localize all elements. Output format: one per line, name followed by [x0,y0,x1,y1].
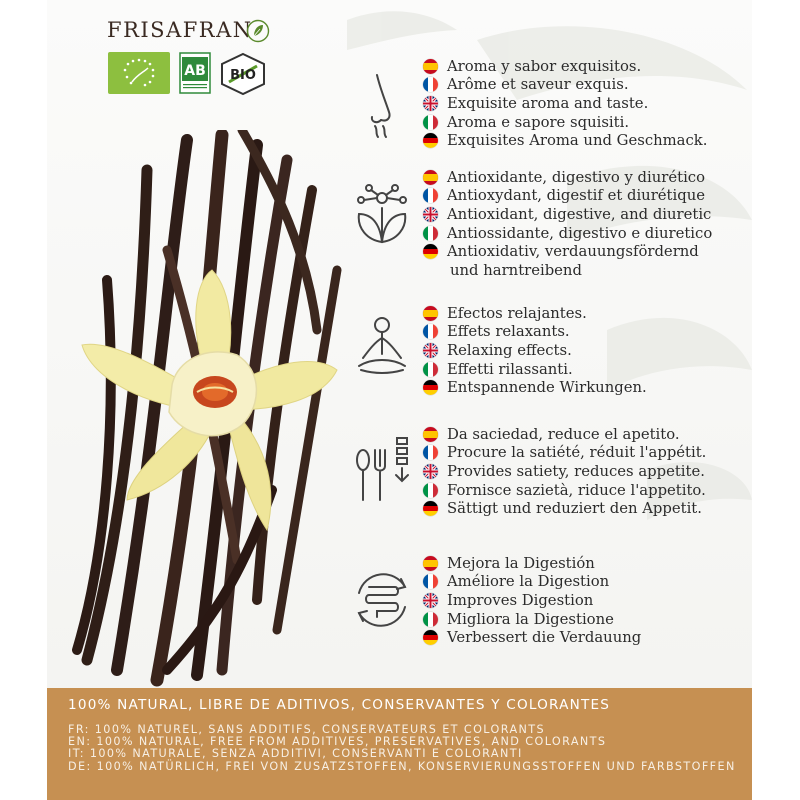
feature-block [423,425,706,518]
feature-line [423,360,647,379]
uk-flag-icon [423,96,438,111]
feature-text: Exquisites Aroma und Geschmack. [447,132,708,150]
feature-text: Verbessert die Verdauung [447,629,642,647]
banner-headline: 100% NATURAL, LIBRE DE ADITIVOS, CONSERVANTES Y COLORANTES [68,697,611,713]
feature-line [423,224,712,243]
spain-flag-icon [423,170,438,185]
italy-flag-icon [423,612,438,627]
digestion-intestine-icon [347,565,417,635]
spain-flag-icon [423,427,438,442]
natural-banner [47,688,752,800]
feature-line [423,444,706,463]
feature-block [423,168,712,280]
feature-text: Antioxidativ, verdauungsfördernd [447,243,699,261]
feature-line [423,323,647,342]
uk-flag-icon [423,343,438,358]
feature-text: Aroma y sabor exquisitos. [447,57,642,75]
feature-line [423,499,706,518]
feature-text: Aroma e sapore squisiti. [447,113,630,131]
feature-line [423,554,641,573]
uk-flag-icon [423,207,438,222]
brand-name: FRISAFRAN [107,18,253,42]
feature-text: Antioxydant, digestif et diurétique [447,187,705,205]
feature-line [423,304,647,323]
feature-text: Fornisce sazietà, riduce l'appetito. [447,481,706,499]
content-panel [47,0,752,800]
france-flag-icon [423,324,438,339]
feature-line [423,341,647,360]
feature-text: Exquisite aroma and taste. [447,94,649,112]
meditation-icon [347,312,417,382]
italy-flag-icon [423,362,438,377]
feature-line [423,425,706,444]
feature-line [423,187,712,206]
spain-flag-icon [423,59,438,74]
uk-flag-icon [423,464,438,479]
feature-text: Sättigt und reduziert den Appetit. [447,500,702,518]
italy-flag-icon [423,483,438,498]
france-flag-icon [423,445,438,460]
banner-line-de: DE: 100% NATÜRLICH, FREI VON ZUSATZSTOFFEN, KONSERVIERUNGSSTOFFEN UND FARBSTOFFEN [68,759,736,773]
germany-flag-icon [423,380,438,395]
feature-text: Relaxing effects. [447,341,572,359]
feature-text: Antiossidante, digestivo e diuretico [447,224,713,242]
cutlery-appetite-icon [347,432,417,502]
bio-certification-logo [219,52,267,96]
feature-line [423,261,712,280]
leaf-circle-icon [246,19,270,43]
ab-certification-logo [179,52,211,94]
banner-line-fr: FR: 100% NATUREL, SANS ADDITIFS, CONSERVATEURS ET COLORANTS [68,723,545,736]
molecule-leaf-icon [347,180,417,250]
feature-text: Mejora la Digestión [447,554,595,572]
feature-block [423,554,641,647]
feature-line [423,57,707,76]
feature-text: Arôme et saveur exquis. [447,76,629,94]
feature-block [423,57,707,150]
feature-text: Effets relaxants. [447,323,570,341]
banner-line-it: IT: 100% NATURALE, SENZA ADDITIVI, CONSERVANTI E COLORANTI [68,747,523,761]
feature-line [423,94,707,113]
feature-line [423,628,641,647]
banner-line-en: EN: 100% NATURAL, FREE FROM ADDITIVES, PRESERVATIVES, AND COLORANTS [68,735,607,749]
feature-text: Entspannende Wirkungen. [447,379,647,397]
feature-line [423,242,712,261]
uk-flag-icon [423,593,438,608]
france-flag-icon [423,188,438,203]
germany-flag-icon [423,133,438,148]
feature-line [423,76,707,95]
feature-text: Migliora la Digestione [447,610,614,628]
feature-text: Effetti rilassanti. [447,360,573,378]
feature-text: Procure la satiété, réduit l'appétit. [447,444,707,462]
eu-organic-leaf-icon [108,52,170,94]
feature-text: Improves Digestion [447,591,594,609]
vanilla-flower-illustration [47,130,377,690]
feature-line [423,168,712,187]
italy-flag-icon [423,115,438,130]
feature-text: Da saciedad, reduce el apetito. [447,425,680,443]
feature-line [423,610,641,629]
france-flag-icon [423,77,438,92]
banner-translations [68,724,738,773]
feature-line [423,113,707,132]
italy-flag-icon [423,226,438,241]
feature-text: Efectos relajantes. [447,304,587,322]
feature-block [423,304,647,397]
feature-text: Antioxidant, digestive, and diuretic [447,205,712,223]
feature-line [423,573,641,592]
feature-line [423,205,712,224]
eu-organic-logo [108,52,170,94]
nose-aroma-icon [347,70,417,140]
germany-flag-icon [423,630,438,645]
feature-text: und harntreibend [450,261,582,279]
germany-flag-icon [423,501,438,516]
france-flag-icon [423,574,438,589]
ab-logo-text: AB [184,63,206,79]
spain-flag-icon [423,556,438,571]
feature-line [423,481,706,500]
feature-line [423,591,641,610]
feature-text: Provides satiety, reduces appetite. [447,462,705,480]
germany-flag-icon [423,244,438,259]
spain-flag-icon [423,306,438,321]
feature-line [423,462,706,481]
feature-line [423,131,707,150]
feature-text: Antioxidante, digestivo y diurético [447,168,705,186]
feature-line [423,378,647,397]
feature-text: Améliore la Digestion [447,573,610,591]
bio-logo-text: BIO [230,68,256,83]
